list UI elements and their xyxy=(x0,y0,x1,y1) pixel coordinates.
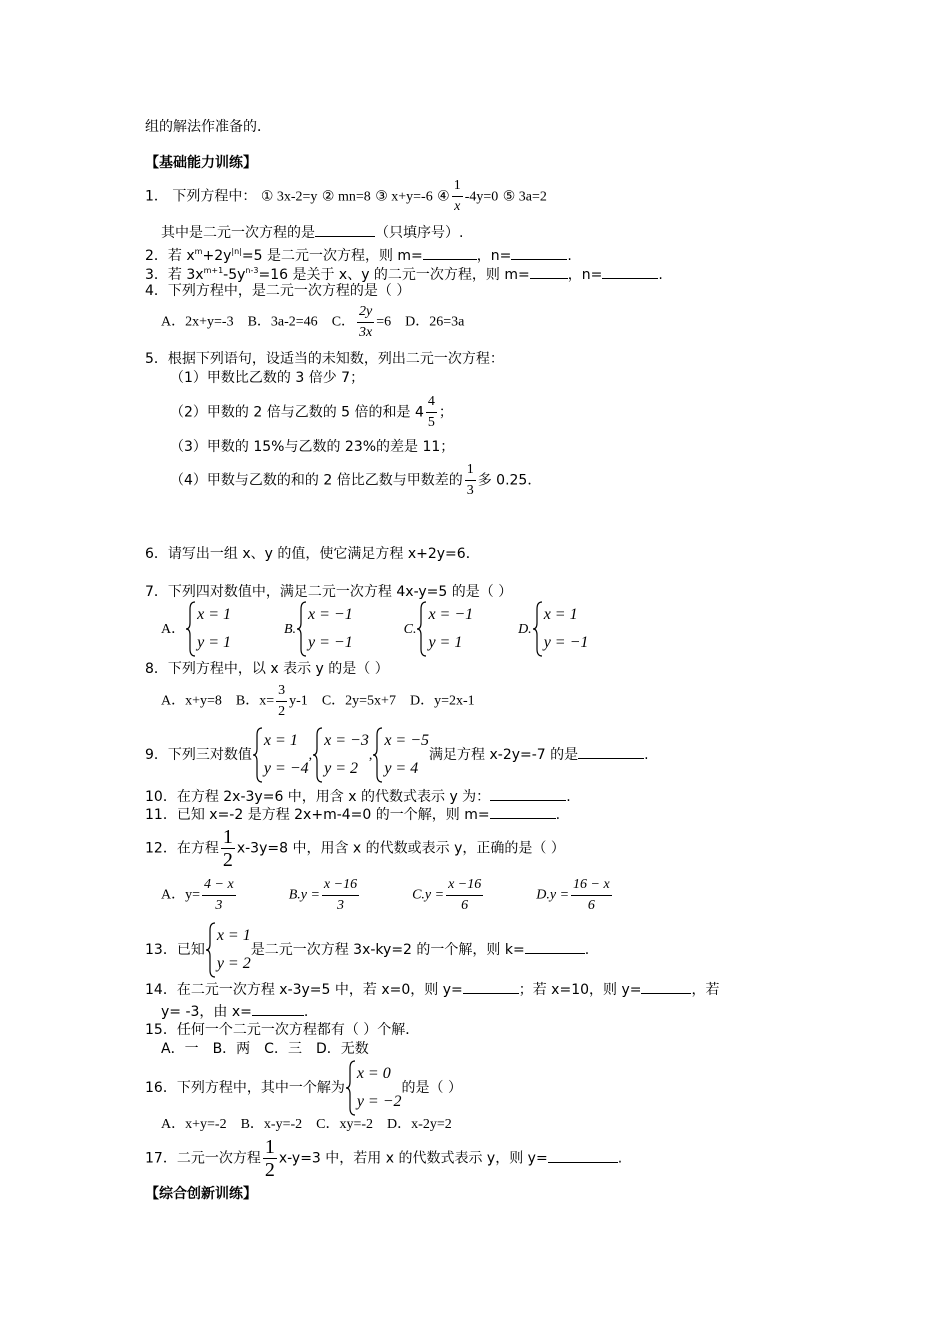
brace-icon xyxy=(252,727,264,783)
question-17: 17．二元一次方程 $\frac{1}{2}$ x-y=3 中，若用 x 的代数式表示 y，则 y= . xyxy=(145,1136,623,1181)
q9-answer-blank[interactable] xyxy=(578,745,644,759)
question-9: 9．下列三对数值 x = 1 y = −4 , x = −3 y = 2 , x = −5 y = 4 满足方程 x-2y=-7 的是 . xyxy=(145,727,649,783)
q2-blank-m[interactable] xyxy=(423,246,477,260)
question-5: 5．根据下列语句，设适当的未知数，列出二元一次方程： xyxy=(145,351,504,367)
q1-text: 下列方程中： xyxy=(172,188,257,205)
q5-sub-2-fraction: $\frac{4}{5}$ xyxy=(426,392,437,433)
brace-icon xyxy=(532,601,544,657)
question-1-line-2: 其中是二元一次方程的是 （只填序号）. xyxy=(161,225,464,241)
q5-sub-1: （1）甲数比乙数的 3 倍少 7； xyxy=(170,370,365,386)
q1-option-3: ③ x+y=-6 xyxy=(375,189,433,205)
question-1 xyxy=(145,176,547,217)
question-12-options xyxy=(161,875,614,916)
brace-icon xyxy=(416,601,428,657)
q8-option-a: A．x+y=8 xyxy=(161,693,222,709)
q7-option-a: A． xyxy=(161,622,186,637)
q7-option-d-system: x = 1 y = −1 xyxy=(532,601,589,657)
q7-option-b-system: x = −1 y = −1 xyxy=(296,601,353,657)
brace-icon xyxy=(205,922,217,978)
question-10: 10．在方程 2x-3y=6 中，用含 x 的代数式表示 y 为： . xyxy=(145,789,571,805)
q14-blank-1[interactable] xyxy=(463,980,519,994)
q12-option-b-fraction: $\frac{x -16}{3}$ xyxy=(322,875,359,916)
section-basic-title: 【基础能力训练】 xyxy=(145,155,257,171)
q16-option-d: D．x-2y=2 xyxy=(387,1117,452,1132)
q13-answer-blank[interactable] xyxy=(525,940,585,954)
q1-option-5: ⑤ 3a=2 xyxy=(502,189,547,205)
q8-option-c: C．2y=5x+7 xyxy=(321,693,396,709)
q9-pair-2: x = −3 y = 2 xyxy=(312,727,369,783)
q1-option-2: ② mn=8 xyxy=(321,189,371,205)
question-11: 11．已知 x=-2 是方程 2x+m-4=0 的一个解，则 m= . xyxy=(145,807,561,823)
intro-text: 组的解法作准备的． xyxy=(145,119,271,135)
q4-option-a: A．2x+y=-3 xyxy=(161,314,234,330)
q16-system: x = 0 y = −2 xyxy=(345,1060,402,1116)
q4-option-c: C． xyxy=(331,314,356,330)
question-13: 13．已知 x = 1 y = 2 是二元一次方程 3x-ky=2 的一个解，则 k= . xyxy=(145,922,589,978)
question-6: 6．请写出一组 x、y 的值，使它满足方程 x+2y=6． xyxy=(145,546,480,562)
q1-option-4-mark: ④ xyxy=(437,188,450,205)
q1-option-4-fraction: $\frac{1}{x}$ xyxy=(452,176,463,217)
question-16-options xyxy=(161,1116,452,1134)
q14-blank-2[interactable] xyxy=(641,980,691,994)
q14-blank-3[interactable] xyxy=(252,1002,304,1016)
q4-option-d: D．26=3a xyxy=(405,314,465,330)
question-8-options: A．x+y=8 B．x= $\frac{3}{2}$ y-1 C．2y=5x+7 D．y=2x-1 xyxy=(161,681,475,722)
question-16: 16．下列方程中，其中一个解为 x = 0 y = −2 的是（ ） xyxy=(145,1060,462,1116)
q1-answer-blank[interactable] xyxy=(315,223,375,237)
q5-sub-4: （4）甲数与乙数的和的 2 倍比乙数与甲数差的 $\frac{1}{3}$ 多 0.25． xyxy=(170,460,541,501)
q13-system: x = 1 y = 2 xyxy=(205,922,251,978)
question-2: 2．若 $x^m+2y^{|n|}=5$ 是二元一次方程，则 m= ，n= . xyxy=(145,247,572,264)
q17-answer-blank[interactable] xyxy=(548,1149,618,1163)
q10-answer-blank[interactable] xyxy=(490,787,566,801)
q12-option-c: C.y = xyxy=(412,887,445,903)
q12-option-d-fraction: $\frac{16 - x}{6}$ xyxy=(571,875,612,916)
question-4: 4．下列方程中，是二元一次方程的是（ ） xyxy=(145,283,411,299)
q4-option-c-fraction: $\frac{2y}{3x}$ xyxy=(357,302,374,343)
q17-fraction: $\frac{1}{2}$ xyxy=(264,1136,275,1181)
q11-answer-blank[interactable] xyxy=(490,805,556,819)
q7-option-a-system: x = 1 y = 1 xyxy=(185,601,231,657)
q16-option-a: A．x+y=-2 xyxy=(161,1117,227,1132)
q8-option-d: D．y=2x-1 xyxy=(409,693,475,709)
q3-blank-m[interactable] xyxy=(530,265,568,279)
q7-option-c: C. xyxy=(403,622,417,637)
question-14: 14．在二元一次方程 x-3y=5 中，若 x=0，则 y= ；若 x=10，则 y= ，若 xyxy=(145,982,720,998)
q12-option-a: A．y= xyxy=(161,887,201,903)
q16-option-c: C．xy=-2 xyxy=(316,1117,374,1132)
q16-option-b: B．x-y=-2 xyxy=(240,1117,303,1132)
q4-option-b: B．3a-2=46 xyxy=(247,314,318,330)
q8-option-b-fraction: $\frac{3}{2}$ xyxy=(276,681,287,722)
question-15: 15．任何一个二元一次方程都有（ ）个解． xyxy=(145,1022,420,1038)
q7-option-c-system: x = −1 y = 1 xyxy=(416,601,473,657)
q9-pair-1: x = 1 y = −4 xyxy=(252,727,309,783)
section-creative-title: 【综合创新训练】 xyxy=(145,1186,257,1202)
q8-option-b: B．x= xyxy=(235,693,275,709)
q3-blank-n[interactable] xyxy=(602,265,658,279)
question-7: 7．下列四对数值中，满足二元一次方程 4x-y=5 的是（ ） xyxy=(145,584,513,600)
q5-sub-3: （3）甲数的 15%与乙数的 23%的差是 11； xyxy=(170,439,455,455)
question-4-options: A．2x+y=-3 B．3a-2=46 C． $\frac{2y}{3x}$ =6 D．26=3a xyxy=(161,302,464,343)
question-8: 8．下列方程中，以 x 表示 y 的是（ ） xyxy=(145,661,389,677)
question-14-line-2: y= -3，由 x= . xyxy=(161,1004,309,1020)
question-12: 12．在方程 $\frac{1}{2}$ x-3y=8 中，用含 x 的代数或表示 y，正确的是（ ） xyxy=(145,826,565,871)
question-3: 3．若 $3x^{m+1}-5y^{n-3}=16$ 是关于 x、y 的二元一次方程，则 m= ，n= . xyxy=(145,266,663,283)
q12-option-c-fraction: $\frac{x -16}{6}$ xyxy=(446,875,483,916)
brace-icon xyxy=(312,727,324,783)
q7-option-b: B. xyxy=(283,622,296,637)
q12-option-a-fraction: $\frac{4 - x}{3}$ xyxy=(202,875,236,916)
brace-icon xyxy=(296,601,308,657)
q1-option-1: ① 3x-2=y xyxy=(260,189,318,205)
q5-sub-2: （2）甲数的 2 倍与乙数的 5 倍的和是 4 $\frac{4}{5}$ ； xyxy=(170,392,453,433)
q12-option-d: D.y = xyxy=(536,887,570,903)
question-7-options xyxy=(161,601,588,657)
brace-icon xyxy=(345,1060,357,1116)
q1-number: 1． xyxy=(145,188,168,205)
q9-pair-3: x = −5 y = 4 xyxy=(372,727,429,783)
q5-sub-4-fraction: $\frac{1}{3}$ xyxy=(465,460,476,501)
q12-option-b: B.y = xyxy=(288,887,320,903)
brace-icon xyxy=(372,727,384,783)
q2-blank-n[interactable] xyxy=(511,246,567,260)
question-15-options: A．一 B．两 C．三 D．无数 xyxy=(161,1041,369,1057)
q1-option-4-rest: -4y=0 xyxy=(464,189,499,205)
q12-fraction: $\frac{1}{2}$ xyxy=(222,826,233,871)
q7-option-d: D. xyxy=(518,622,532,637)
brace-icon xyxy=(185,601,197,657)
